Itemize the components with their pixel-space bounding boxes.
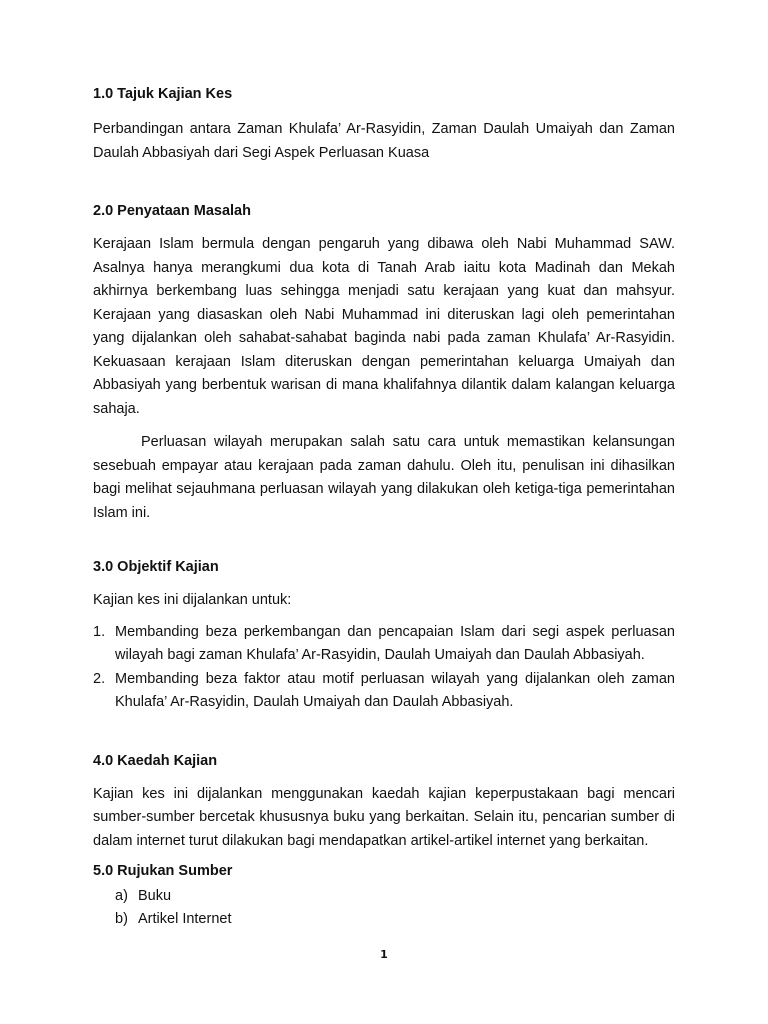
section-problem-statement bbox=[93, 201, 675, 525]
case-study-title-paragraph: Perbandingan antara Zaman Khulafa’ Ar-Rasyidin, Zaman Daulah Umaiyah dan Zaman Daulah Abbasiyah dari Segi Aspek Perluasan Kuasa bbox=[93, 121, 675, 161]
method-paragraph: Kajian kes ini dijalankan menggunakan kaedah kajian keperpustakaan bagi mencari sumber-sumber bercetak khususnya buku yang berkaitan. Selain itu, pencarian sumber di dalam internet turut dilakukan bagi mendapatkan artikel-artikel internet yang berkaitan. bbox=[93, 785, 675, 849]
section-heading: 3.0 Objektif Kajian bbox=[93, 559, 219, 575]
section-heading: 4.0 Kaedah Kajian bbox=[93, 752, 218, 769]
list-item-text: Artikel Internet bbox=[138, 911, 232, 927]
list-item bbox=[93, 668, 675, 715]
section-heading: 1.0 Tajuk Kajian Kes bbox=[93, 86, 233, 102]
list-item bbox=[93, 908, 675, 931]
page-number: 1 bbox=[380, 948, 388, 961]
list-marker: 1. bbox=[93, 623, 106, 640]
list-marker: a) bbox=[115, 888, 128, 904]
section-heading: 5.0 Rujukan Sumber bbox=[93, 863, 233, 879]
section-references bbox=[93, 861, 675, 931]
section-heading: 2.0 Penyataan Masalah bbox=[93, 203, 251, 219]
list-item-text: Membanding beza perkembangan dan pencapaian Islam dari segi aspek perluasan wilayah bagi zaman Khulafa’ Ar-Rasyidin, Daulah Umaiyah dan Daulah Abbasiyah. bbox=[115, 623, 675, 663]
problem-paragraph-2: Perluasan wilayah merupakan salah satu cara untuk memastikan kelansungan sesebuah empayar atau kerajaan pada zaman dahulu. Oleh itu, penulisan ini dihasilkan bagi melihat sejauhmana perluasan wilayah yang dilakukan oleh ketiga-tiga pemerintahan Islam ini. bbox=[93, 434, 675, 521]
section-title bbox=[93, 84, 675, 165]
list-marker: b) bbox=[115, 911, 128, 927]
objectives-intro: Kajian kes ini dijalankan untuk: bbox=[93, 592, 292, 608]
section-spacer bbox=[93, 535, 675, 557]
section-spacer bbox=[93, 175, 675, 201]
section-spacer bbox=[93, 715, 675, 751]
section-method bbox=[93, 751, 675, 854]
document-body bbox=[93, 84, 675, 931]
problem-paragraph-1: Kerajaan Islam bermula dengan pengaruh yang dibawa oleh Nabi Muhammad SAW. Asalnya hanya merangkumi dua kota di Tanah Arab iaitu kota Madinah dan Mekah akhirnya berkembang luas sehingga menjadi satu kerajaan yang kuat dan mahsyur. Kerajaan yang diasaskan oleh Nabi Muhammad ini diteruskan lagi oleh pemerintahan yang dijalankan oleh sahabat-sahabat baginda nabi pada zaman Khulafa’ Ar-Rasyidin. Kekuasaan kerajaan Islam diteruskan dengan pemerintahan keluarga Umaiyah dan Abbasiyah yang berbentuk warisan di mana khalifahnya dilantik dalam kalangan keluarga sahaja. bbox=[93, 236, 675, 417]
list-item bbox=[93, 885, 675, 908]
list-marker: 2. bbox=[93, 670, 106, 687]
references-list bbox=[93, 885, 675, 931]
list-item bbox=[93, 621, 675, 668]
section-objectives bbox=[93, 557, 675, 715]
list-item-text: Buku bbox=[138, 888, 172, 904]
objectives-list bbox=[93, 621, 675, 715]
list-item-text: Membanding beza faktor atau motif perluasan wilayah yang dijalankan oleh zaman Khulafa’ Ar-Rasyidin, Daulah Umaiyah dan Daulah Abbasiyah. bbox=[115, 670, 675, 710]
